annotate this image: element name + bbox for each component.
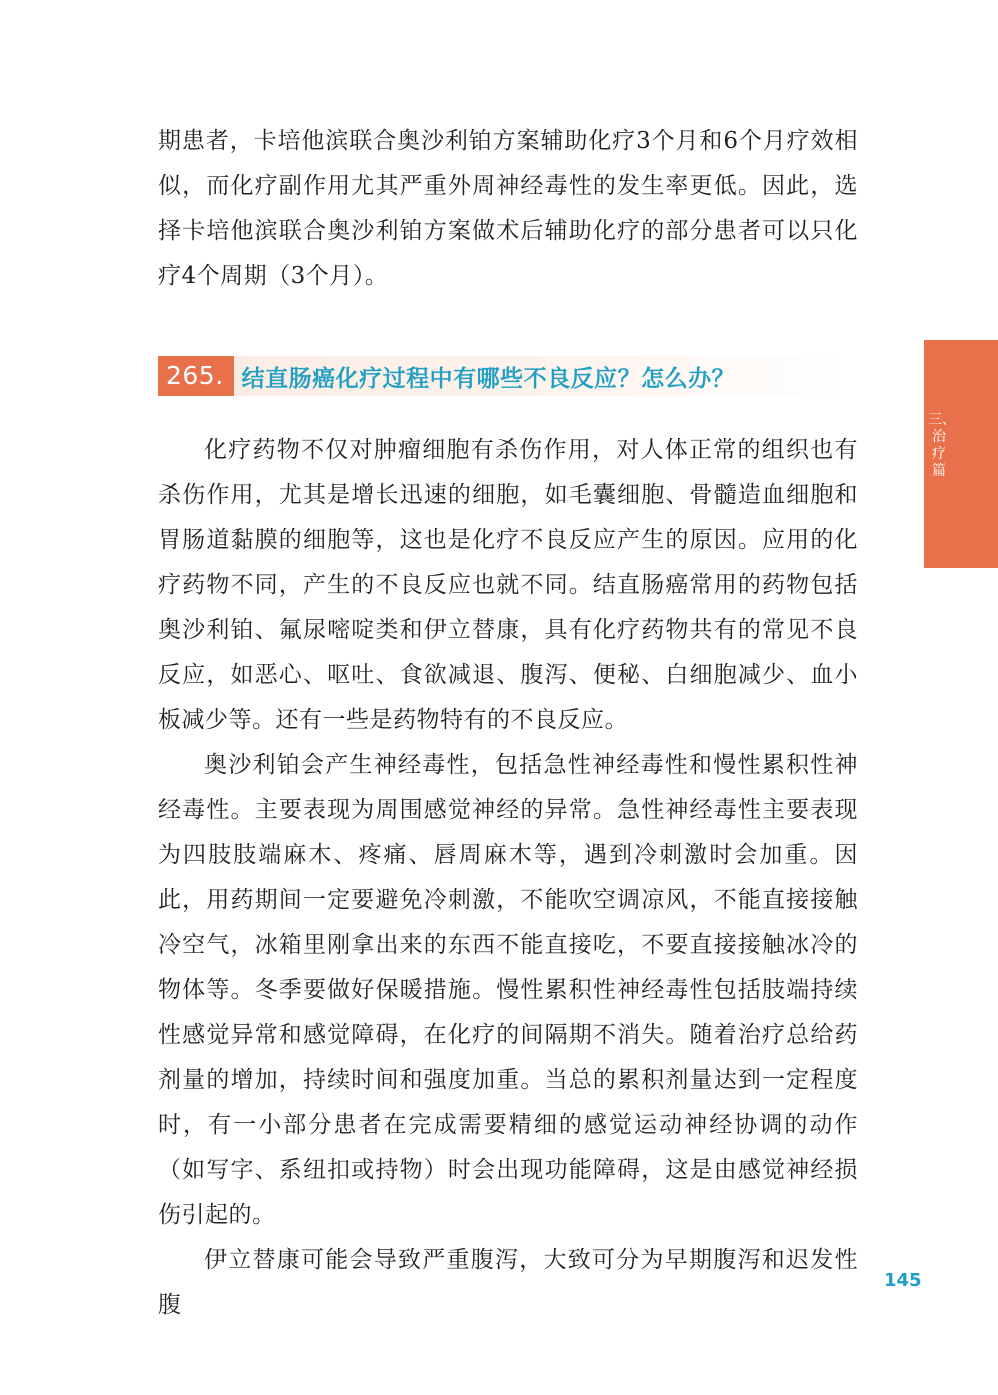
body-paragraph: 奥沙利铂会产生神经毒性，包括急性神经毒性和慢性累积性神经毒性。主要表现为周围感觉神经的异常。急性神经毒性主要表现为四肢肢端麻木、疼痛、唇周麻木等，遇到冷刺激时会加重。因此，用药期间一定要避免冷刺激，不能吹空调凉风，不能直接接触冷空气，冰箱里刚拿出来的东西不能直接吃，不要直接接触冰冷的物体等。冬季要做好保暖措施。慢性累积性神经毒性包括肢端持续性感觉异常和感觉障碍，在化疗的间隔期不消失。随着治疗总给药剂量的增加，持续时间和强度加重。当总的累积剂量达到一定程度时，有一小部分患者在完成需要精细的感觉运动神经协调的动作（如写字、系纽扣或持物）时会出现功能障碍，这是由感觉神经损伤引起的。 <box>158 752 858 1228</box>
body-paragraph: 伊立替康可能会导致严重腹泻，大致可分为早期腹泻和迟发性腹 <box>158 1247 858 1318</box>
chapter-side-tab-label: 三、治疗篇 <box>928 412 956 479</box>
intro-text <box>158 119 858 299</box>
section-number: 265. <box>158 356 234 396</box>
intro-paragraph: 期患者，卡培他滨联合奥沙利铂方案辅助化疗3个月和6个月疗效相似，而化疗副作用尤其严重外周神经毒性的发生率更低。因此，选择卡培他滨联合奥沙利铂方案做术后辅助化疗的部分患者可以只化疗4个周期（3个月）。 <box>158 128 858 289</box>
body-paragraph: 化疗药物不仅对肿瘤细胞有杀伤作用，对人体正常的组织也有杀伤作用，尤其是增长迅速的细胞，如毛囊细胞、骨髓造血细胞和胃肠道黏膜的细胞等，这也是化疗不良反应产生的原因。应用的化疗药物不同，产生的不良反应也就不同。结直肠癌常用的药物包括奥沙利铂、氟尿嘧啶类和伊立替康，具有化疗药物共有的常见不良反应，如恶心、呕吐、食欲减退、腹泻、便秘、白细胞减少、血小板减少等。还有一些是药物特有的不良反应。 <box>158 437 858 733</box>
section-title: 结直肠癌化疗过程中有哪些不良反应？怎么办？ <box>241 365 736 392</box>
page-number: 145 <box>884 1270 922 1291</box>
section-heading <box>158 356 848 396</box>
section-body <box>158 428 858 1328</box>
